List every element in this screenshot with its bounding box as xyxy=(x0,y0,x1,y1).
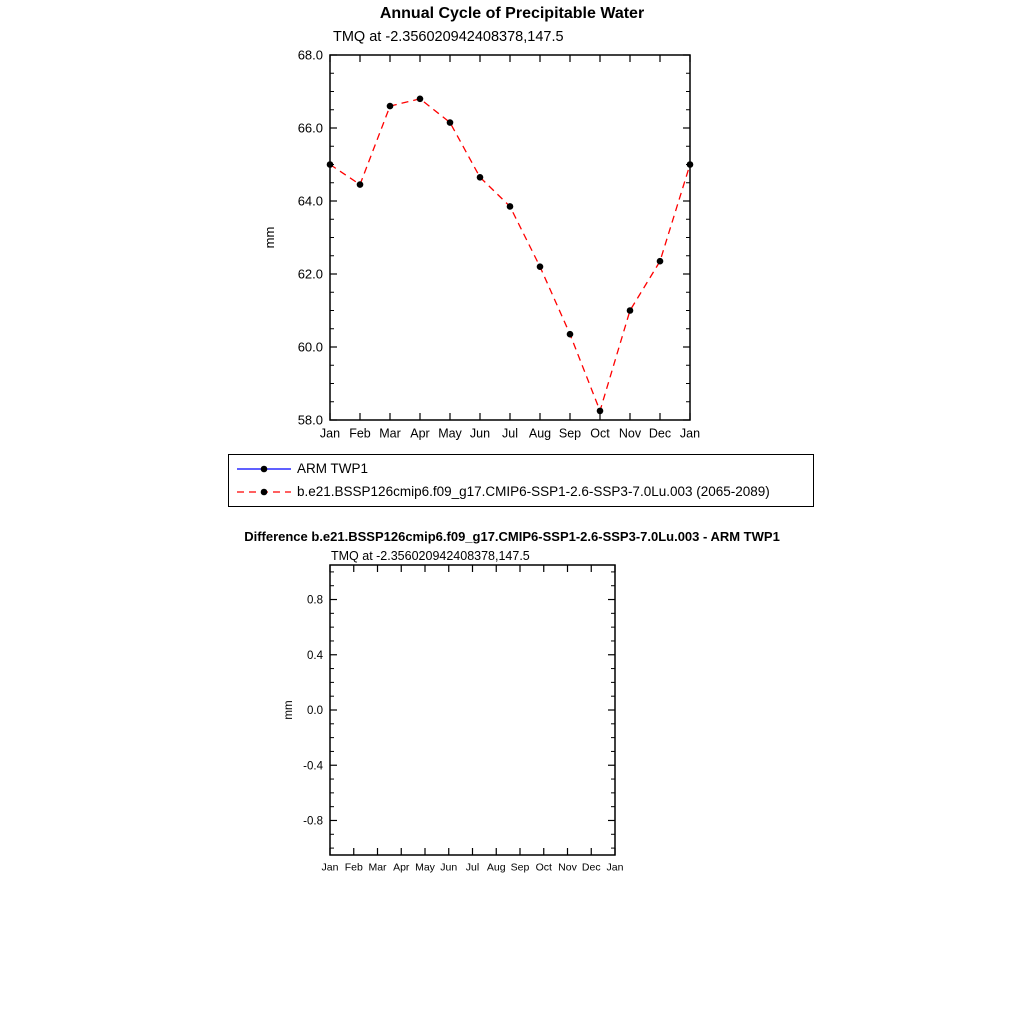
y-tick-label: -0.4 xyxy=(303,760,323,773)
x-tick-label: Sep xyxy=(510,861,530,874)
legend-line-sample-model xyxy=(235,485,293,499)
x-tick-label: Jan xyxy=(321,861,339,874)
x-tick-label: Jul xyxy=(465,861,480,874)
y-tick-label: 0.0 xyxy=(307,705,323,718)
x-tick-label: Nov xyxy=(618,426,642,441)
legend xyxy=(228,454,814,507)
x-tick-label: Jun xyxy=(440,861,458,874)
data-point-marker xyxy=(537,263,544,270)
chart2-subtitle: TMQ at -2.356020942408378,147.5 xyxy=(331,549,530,563)
x-tick-label: Jan xyxy=(319,426,341,441)
annual-cycle-chart xyxy=(250,48,730,450)
y-tick-label: 64.0 xyxy=(297,193,323,209)
y-tick-label: -0.8 xyxy=(303,815,323,828)
x-tick-label: Dec xyxy=(581,861,601,874)
x-tick-label: Jun xyxy=(469,426,491,441)
legend-sample-marker xyxy=(261,465,268,472)
x-tick-label: May xyxy=(415,861,435,874)
chart2-title: Difference b.e21.BSSP126cmip6.f09_g17.CMIP6-SSP1-2.6-SSP3-7.0Lu.003 - ARM TWP1 xyxy=(244,529,780,544)
x-tick-label: Feb xyxy=(349,426,371,441)
data-point-marker xyxy=(327,161,334,168)
data-point-marker xyxy=(357,181,364,188)
x-tick-label: Mar xyxy=(368,861,387,874)
x-tick-label: Sep xyxy=(558,426,582,441)
x-tick-label: Aug xyxy=(486,861,506,874)
legend-item-obs xyxy=(235,457,813,480)
data-point-marker xyxy=(597,408,604,415)
x-tick-label: Dec xyxy=(648,426,672,441)
y-tick-label: 62.0 xyxy=(297,266,323,282)
data-point-marker xyxy=(567,331,574,338)
x-tick-label: Aug xyxy=(528,426,552,441)
data-point-marker xyxy=(477,174,484,181)
series-line xyxy=(330,99,690,411)
x-tick-label: Oct xyxy=(535,861,552,874)
data-point-marker xyxy=(687,161,694,168)
x-tick-label: Mar xyxy=(379,426,401,441)
x-tick-label: Nov xyxy=(558,861,577,874)
x-tick-label: Apr xyxy=(393,861,410,874)
x-tick-label: Oct xyxy=(590,426,610,441)
x-tick-label: May xyxy=(438,426,462,441)
plot-frame xyxy=(330,565,615,855)
y-tick-label: 68.0 xyxy=(297,48,323,63)
y-tick-label: 0.4 xyxy=(307,649,323,662)
y-axis-label: mm xyxy=(262,226,277,249)
data-point-marker xyxy=(657,258,664,265)
data-point-marker xyxy=(627,307,634,314)
x-tick-label: Feb xyxy=(344,861,363,874)
chart1-subtitle: TMQ at -2.356020942408378,147.5 xyxy=(333,29,564,45)
data-point-marker xyxy=(507,203,514,210)
y-axis-label: mm xyxy=(283,700,295,720)
legend-sample-marker xyxy=(261,488,268,495)
plot-frame xyxy=(330,55,690,420)
y-tick-label: 58.0 xyxy=(297,412,323,428)
data-point-marker xyxy=(417,96,424,103)
x-tick-label: Jul xyxy=(502,426,518,441)
legend-item-model xyxy=(235,480,813,503)
difference-chart xyxy=(250,558,670,884)
data-point-marker xyxy=(447,119,454,126)
chart1-title: Annual Cycle of Precipitable Water xyxy=(379,5,645,22)
data-point-marker xyxy=(387,103,394,110)
legend-line-sample-obs xyxy=(235,462,293,476)
y-tick-label: 0.8 xyxy=(307,594,323,607)
x-tick-label: Apr xyxy=(410,426,430,441)
x-tick-label: Jan xyxy=(606,861,624,874)
y-tick-label: 66.0 xyxy=(297,120,323,136)
legend-label-model: b.e21.BSSP126cmip6.f09_g17.CMIP6-SSP1-2.6-SSP3-7.0Lu.003 (2065-2089) xyxy=(297,484,770,499)
x-tick-label: Jan xyxy=(679,426,701,441)
legend-label-obs: ARM TWP1 xyxy=(297,461,369,476)
y-tick-label: 60.0 xyxy=(297,339,323,355)
